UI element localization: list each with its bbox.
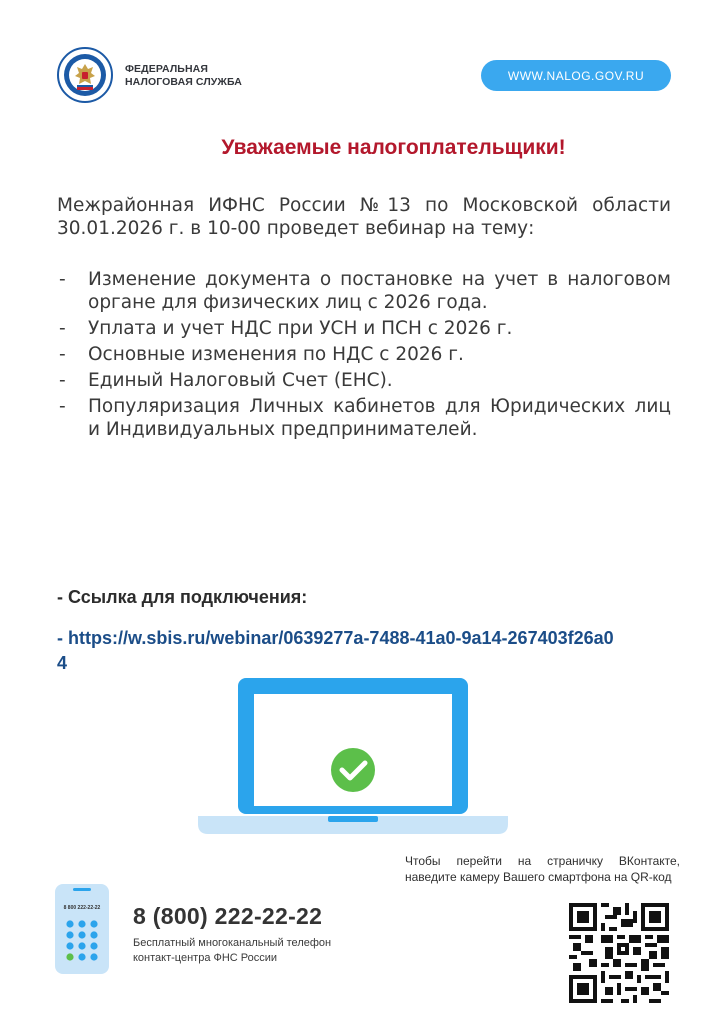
- qr-code-icon[interactable]: [569, 903, 669, 1003]
- vk-instructions: Чтобы перейти на страничку ВКонтакте, наведите камеру Вашего смартфона на QR-код: [405, 854, 680, 884]
- topic-item: - Основные изменения по НДС с 2026 г.: [57, 343, 671, 366]
- connection-label: - Ссылка для подключения:: [57, 587, 308, 607]
- topic-item: - Изменение документа о постановке на учет в налоговом органе для физических лиц с 2026 года.: [57, 268, 671, 314]
- topic-item: - Единый Налоговый Счет (ЕНС).: [57, 369, 671, 392]
- fns-emblem-icon: [57, 47, 113, 103]
- webinar-link[interactable]: - https://w.sbis.ru/webinar/0639277a-7488-41a0-9a14-267403f26a04: [57, 628, 614, 673]
- phone-desc-line1: Бесплатный многоканальный телефон: [133, 937, 332, 949]
- org-name-line2: НАЛОГОВАЯ СЛУЖБА: [125, 76, 242, 88]
- phone-icon: [54, 883, 110, 975]
- topic-item: - Уплата и учет НДС при УСН и ПСН с 2026 г.: [57, 317, 671, 340]
- phone-desc-line2: контакт-центра ФНС России: [133, 952, 278, 964]
- laptop-check-icon: [198, 678, 508, 836]
- website-button[interactable]: WWW.NALOG.GOV.RU: [481, 60, 671, 91]
- org-name-line1: ФЕДЕРАЛЬНАЯ: [125, 63, 208, 75]
- phone-icon-number: 8 800 222-22-22: [63, 905, 101, 911]
- phone-number[interactable]: 8 (800) 222-22-22: [133, 903, 323, 929]
- phone-description: [133, 936, 331, 966]
- topic-item: - Популяризация Личных кабинетов для Юридических лиц и Индивидуальных предпринимателей.: [57, 395, 671, 441]
- greeting-heading: Уважаемые налогоплательщики!: [221, 136, 566, 159]
- intro-text: Межрайонная ИФНС России №13 по Московской области 30.01.2026 г. в 10-00 проведет вебинар на тему:: [57, 195, 671, 239]
- topics-list: [57, 268, 671, 444]
- org-name: [125, 63, 242, 89]
